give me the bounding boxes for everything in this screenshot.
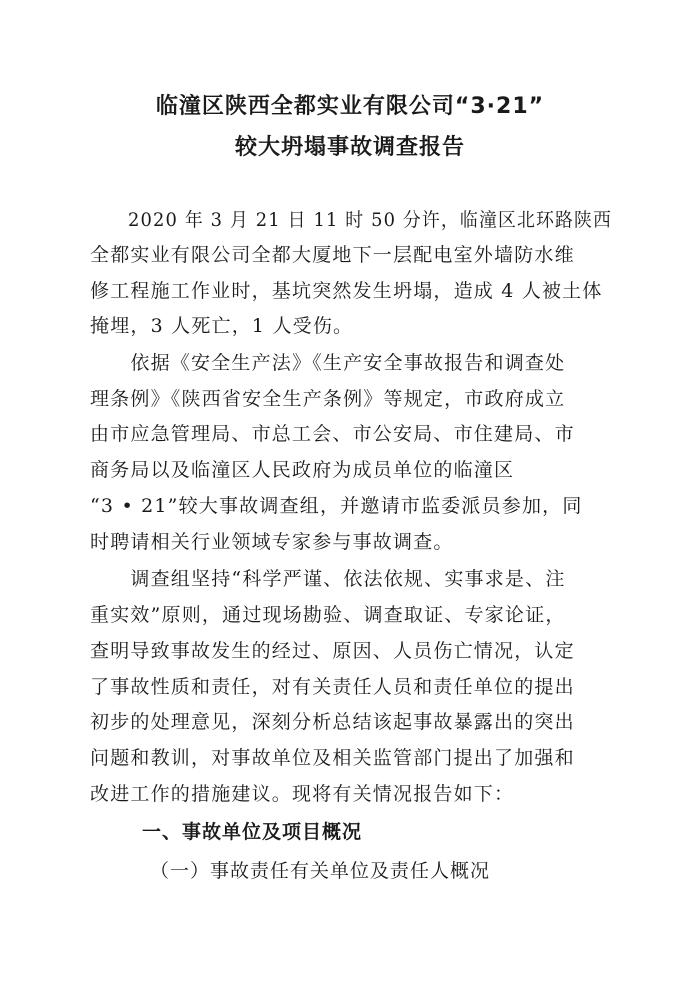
subsection-heading: （一）事故责任有关单位及责任人概况 [150, 860, 491, 882]
paragraph-2-line: 商务局以及临潼区人民政府为成员单位的临潼区 [90, 459, 515, 481]
paragraph-3-line: 改进工作的措施建议。现将有关情况报告如下： [90, 783, 515, 805]
paragraph-1-line: 修工程施工作业时，基坑突然发生坍塌，造成 4 人被土体 [90, 280, 603, 302]
paragraph-3-line: 重实效”原则，通过现场勘验、调查取证、专家论证， [90, 604, 566, 626]
paragraph-2-line: “3 • 21”较大事故调查组，并邀请市监委派员参加，同 [90, 495, 583, 517]
section-heading: 一、事故单位及项目概况 [142, 821, 363, 843]
paragraph-1-line: 2020 年 3 月 21 日 11 时 50 分许，临潼区北环路陕西 [90, 209, 613, 231]
paragraph-2-line: 时聘请相关行业领域专家参与事故调查。 [90, 531, 454, 553]
paragraph-1-line: 掩埋，3 人死亡，1 人受伤。 [90, 315, 354, 337]
paragraph-1-line: 全都实业有限公司全都大厦地下一层配电室外墙防水维 [90, 244, 575, 266]
document-title-line-1: 临潼区陕西全都实业有限公司“3·21” [155, 94, 545, 119]
paragraph-2-line: 由市应急管理局、市总工会、市公安局、市住建局、市 [90, 423, 575, 445]
paragraph-3-line: 查明导致事故发生的经过、原因、人员伤亡情况，认定 [90, 640, 575, 662]
paragraph-3-line: 初步的处理意见，深刻分析总结该起事故暴露出的突出 [90, 711, 575, 733]
paragraph-3-line: 了事故性质和责任，对有关责任人员和责任单位的提出 [90, 676, 575, 698]
paragraph-2-line: 理条例》《陕西省安全生产条例》等规定，市政府成立 [90, 388, 566, 410]
document-title-line-2: 较大坍塌事故调查报告 [234, 135, 465, 160]
paragraph-2-line: 依据《安全生产法》《生产安全事故报告和调查处 [90, 352, 566, 374]
paragraph-3-line: 问题和教训，对事故单位及相关监管部门提出了加强和 [90, 747, 575, 769]
paragraph-3-line: 调查组坚持“科学严谨、依法依规、实事求是、注 [90, 568, 566, 590]
